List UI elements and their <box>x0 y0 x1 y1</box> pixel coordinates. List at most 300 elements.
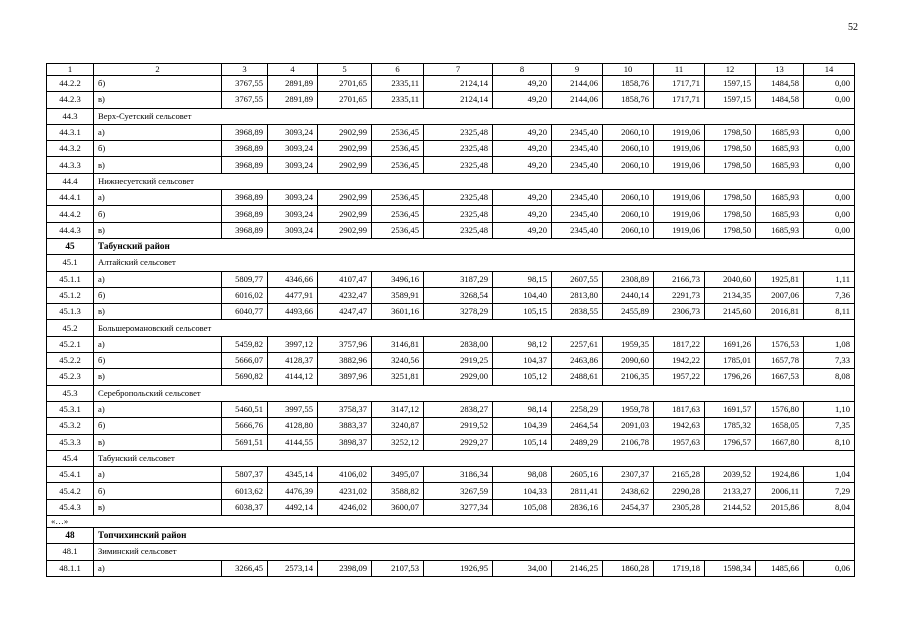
value-cell: 2040,60 <box>705 271 756 287</box>
value-cell: 2144,52 <box>705 499 756 515</box>
section-row <box>47 320 855 336</box>
value-cell: 3997,12 <box>268 336 318 352</box>
value-cell: 49,20 <box>493 76 552 92</box>
value-cell: 2124,14 <box>424 76 493 92</box>
value-cell: 5666,07 <box>222 353 268 369</box>
value-cell: 5809,77 <box>222 271 268 287</box>
value-cell: 3968,89 <box>222 222 268 238</box>
value-cell: 2701,65 <box>318 76 372 92</box>
section-row <box>47 255 855 271</box>
district-code: 48 <box>47 528 94 544</box>
value-cell: 2290,28 <box>654 483 705 499</box>
value-cell: 2307,37 <box>603 467 654 483</box>
value-cell: 3767,55 <box>222 76 268 92</box>
value-cell: 4128,37 <box>268 353 318 369</box>
value-cell: 1860,28 <box>603 560 654 576</box>
value-cell: 1685,93 <box>756 141 804 157</box>
value-cell: 1685,93 <box>756 190 804 206</box>
value-cell: 6038,37 <box>222 499 268 515</box>
value-cell: 2060,10 <box>603 124 654 140</box>
value-cell: 2919,25 <box>424 353 493 369</box>
value-cell: 2325,48 <box>424 190 493 206</box>
value-cell: 2902,99 <box>318 141 372 157</box>
value-cell: 2091,03 <box>603 418 654 434</box>
value-cell: 2325,48 <box>424 206 493 222</box>
value-cell: 2325,48 <box>424 124 493 140</box>
table-row <box>47 499 855 515</box>
value-cell: 6013,62 <box>222 483 268 499</box>
value-cell: 4492,14 <box>268 499 318 515</box>
value-cell: 1858,76 <box>603 76 654 92</box>
section-row <box>47 544 855 560</box>
value-cell: 1798,50 <box>705 190 756 206</box>
value-cell: 3147,12 <box>372 401 424 417</box>
row-code: 48.1.1 <box>47 560 94 576</box>
value-cell: 2701,65 <box>318 92 372 108</box>
value-cell: 1919,06 <box>654 206 705 222</box>
value-cell: 2398,09 <box>318 560 372 576</box>
value-cell: 2345,40 <box>552 190 603 206</box>
column-header: 10 <box>603 64 654 76</box>
value-cell: 6040,77 <box>222 304 268 320</box>
value-cell: 2345,40 <box>552 222 603 238</box>
value-cell: 49,20 <box>493 206 552 222</box>
row-code: 45.1.2 <box>47 287 94 303</box>
value-cell: 3600,07 <box>372 499 424 515</box>
value-cell: 2536,45 <box>372 141 424 157</box>
value-cell: 2146,25 <box>552 560 603 576</box>
value-cell: 4246,02 <box>318 499 372 515</box>
value-cell: 2838,00 <box>424 336 493 352</box>
row-subitem: в) <box>94 304 222 320</box>
section-title: Зиминский сельсовет <box>94 544 855 560</box>
value-cell: 49,20 <box>493 92 552 108</box>
value-cell: 2902,99 <box>318 157 372 173</box>
row-code: 45.1.3 <box>47 304 94 320</box>
value-cell: 1959,78 <box>603 401 654 417</box>
section-title: Большеромановский сельсовет <box>94 320 855 336</box>
value-cell: 7,29 <box>804 483 855 499</box>
value-cell: 3997,55 <box>268 401 318 417</box>
value-cell: 3240,87 <box>372 418 424 434</box>
value-cell: 49,20 <box>493 124 552 140</box>
value-cell: 1924,86 <box>756 467 804 483</box>
row-subitem: б) <box>94 418 222 434</box>
value-cell: 104,37 <box>493 353 552 369</box>
column-header: 11 <box>654 64 705 76</box>
row-code: 45.4.2 <box>47 483 94 499</box>
value-cell: 1597,15 <box>705 92 756 108</box>
value-cell: 0,00 <box>804 190 855 206</box>
value-cell: 1957,22 <box>654 369 705 385</box>
value-cell: 1685,93 <box>756 206 804 222</box>
value-cell: 2536,45 <box>372 190 424 206</box>
value-cell: 2060,10 <box>603 157 654 173</box>
row-code: 45.3.1 <box>47 401 94 417</box>
row-subitem: а) <box>94 190 222 206</box>
value-cell: 2305,28 <box>654 499 705 515</box>
value-cell: 2488,61 <box>552 369 603 385</box>
row-code: 44.2.3 <box>47 92 94 108</box>
value-cell: 4144,55 <box>268 434 318 450</box>
value-cell: 1719,18 <box>654 560 705 576</box>
value-cell: 3093,24 <box>268 141 318 157</box>
section-code: 45.4 <box>47 450 94 466</box>
value-cell: 3882,96 <box>318 353 372 369</box>
value-cell: 3093,24 <box>268 222 318 238</box>
value-cell: 2107,53 <box>372 560 424 576</box>
row-code: 45.1.1 <box>47 271 94 287</box>
value-cell: 34,00 <box>493 560 552 576</box>
row-code: 45.3.2 <box>47 418 94 434</box>
value-cell: 2536,45 <box>372 124 424 140</box>
row-subitem: б) <box>94 287 222 303</box>
value-cell: 7,35 <box>804 418 855 434</box>
value-cell: 2902,99 <box>318 206 372 222</box>
value-cell: 3968,89 <box>222 190 268 206</box>
section-title: Серебропольский сельсовет <box>94 385 855 401</box>
value-cell: 2838,55 <box>552 304 603 320</box>
value-cell: 1925,81 <box>756 271 804 287</box>
value-cell: 0,00 <box>804 76 855 92</box>
value-cell: 2811,41 <box>552 483 603 499</box>
row-subitem: в) <box>94 434 222 450</box>
value-cell: 2345,40 <box>552 157 603 173</box>
value-cell: 1798,50 <box>705 157 756 173</box>
column-header: 8 <box>493 64 552 76</box>
value-cell: 2813,80 <box>552 287 603 303</box>
row-subitem: в) <box>94 369 222 385</box>
value-cell: 2144,06 <box>552 92 603 108</box>
column-header: 9 <box>552 64 603 76</box>
district-row <box>47 238 855 254</box>
value-cell: 3268,54 <box>424 287 493 303</box>
table-row <box>47 271 855 287</box>
value-cell: 105,12 <box>493 369 552 385</box>
table-row <box>47 467 855 483</box>
section-title: Алтайский сельсовет <box>94 255 855 271</box>
district-title: Табунский район <box>94 238 855 254</box>
value-cell: 1942,63 <box>654 418 705 434</box>
row-code: 45.4.1 <box>47 467 94 483</box>
tariff-table <box>46 63 855 577</box>
value-cell: 5691,51 <box>222 434 268 450</box>
section-code: 45.3 <box>47 385 94 401</box>
value-cell: 2919,52 <box>424 418 493 434</box>
value-cell: 1685,93 <box>756 124 804 140</box>
value-cell: 2006,11 <box>756 483 804 499</box>
value-cell: 4128,80 <box>268 418 318 434</box>
table-row <box>47 124 855 140</box>
table-row <box>47 304 855 320</box>
value-cell: 4476,39 <box>268 483 318 499</box>
value-cell: 3252,12 <box>372 434 424 450</box>
value-cell: 2455,89 <box>603 304 654 320</box>
value-cell: 1919,06 <box>654 124 705 140</box>
value-cell: 2016,81 <box>756 304 804 320</box>
row-subitem: в) <box>94 157 222 173</box>
value-cell: 1485,66 <box>756 560 804 576</box>
value-cell: 3495,07 <box>372 467 424 483</box>
row-code: 44.4.3 <box>47 222 94 238</box>
row-subitem: б) <box>94 483 222 499</box>
value-cell: 1919,06 <box>654 157 705 173</box>
value-cell: 3758,37 <box>318 401 372 417</box>
value-cell: 1691,57 <box>705 401 756 417</box>
value-cell: 0,06 <box>804 560 855 576</box>
value-cell: 2325,48 <box>424 141 493 157</box>
section-title: Верх-Суетский сельсовет <box>94 108 855 124</box>
value-cell: 1667,53 <box>756 369 804 385</box>
value-cell: 0,00 <box>804 157 855 173</box>
value-cell: 3251,81 <box>372 369 424 385</box>
value-cell: 2438,62 <box>603 483 654 499</box>
value-cell: 0,00 <box>804 92 855 108</box>
value-cell: 3146,81 <box>372 336 424 352</box>
row-code: 45.2.2 <box>47 353 94 369</box>
value-cell: 1798,50 <box>705 124 756 140</box>
value-cell: 4247,47 <box>318 304 372 320</box>
value-cell: 1484,58 <box>756 92 804 108</box>
value-cell: 1667,80 <box>756 434 804 450</box>
value-cell: 1717,71 <box>654 76 705 92</box>
value-cell: 0,00 <box>804 222 855 238</box>
value-cell: 1919,06 <box>654 141 705 157</box>
value-cell: 1685,93 <box>756 222 804 238</box>
value-cell: 1,08 <box>804 336 855 352</box>
value-cell: 5459,82 <box>222 336 268 352</box>
table-row <box>47 287 855 303</box>
value-cell: 104,40 <box>493 287 552 303</box>
value-cell: 1691,26 <box>705 336 756 352</box>
value-cell: 1858,76 <box>603 92 654 108</box>
value-cell: 5666,76 <box>222 418 268 434</box>
value-cell: 2090,60 <box>603 353 654 369</box>
value-cell: 3898,37 <box>318 434 372 450</box>
table-row <box>47 76 855 92</box>
table-row <box>47 560 855 576</box>
column-header: 1 <box>47 64 94 76</box>
value-cell: 4346,66 <box>268 271 318 287</box>
value-cell: 3267,59 <box>424 483 493 499</box>
column-header: 14 <box>804 64 855 76</box>
table-row <box>47 157 855 173</box>
value-cell: 2007,06 <box>756 287 804 303</box>
value-cell: 2325,48 <box>424 222 493 238</box>
row-code: 44.3.3 <box>47 157 94 173</box>
table-row <box>47 222 855 238</box>
value-cell: 2308,89 <box>603 271 654 287</box>
value-cell: 2440,14 <box>603 287 654 303</box>
value-cell: 2106,35 <box>603 369 654 385</box>
value-cell: 2929,27 <box>424 434 493 450</box>
value-cell: 2345,40 <box>552 141 603 157</box>
value-cell: 2836,16 <box>552 499 603 515</box>
value-cell: 2891,89 <box>268 76 318 92</box>
value-cell: 4345,14 <box>268 467 318 483</box>
value-cell: 2257,61 <box>552 336 603 352</box>
row-subitem: б) <box>94 353 222 369</box>
table-row <box>47 206 855 222</box>
value-cell: 2891,89 <box>268 92 318 108</box>
row-subitem: в) <box>94 92 222 108</box>
value-cell: 2291,73 <box>654 287 705 303</box>
value-cell: 3968,89 <box>222 141 268 157</box>
value-cell: 2325,48 <box>424 157 493 173</box>
value-cell: 4144,12 <box>268 369 318 385</box>
value-cell: 1796,26 <box>705 369 756 385</box>
value-cell: 3968,89 <box>222 157 268 173</box>
table-row <box>47 92 855 108</box>
row-subitem: в) <box>94 222 222 238</box>
value-cell: 2489,29 <box>552 434 603 450</box>
value-cell: 2060,10 <box>603 222 654 238</box>
table-row <box>47 353 855 369</box>
table-row <box>47 418 855 434</box>
value-cell: 5807,37 <box>222 467 268 483</box>
value-cell: 2929,00 <box>424 369 493 385</box>
value-cell: 98,12 <box>493 336 552 352</box>
value-cell: 1,10 <box>804 401 855 417</box>
value-cell: 2144,06 <box>552 76 603 92</box>
row-subitem: а) <box>94 560 222 576</box>
value-cell: 3588,82 <box>372 483 424 499</box>
value-cell: 3093,24 <box>268 190 318 206</box>
value-cell: 8,04 <box>804 499 855 515</box>
ellipsis-row <box>47 516 855 528</box>
value-cell: 2039,52 <box>705 467 756 483</box>
value-cell: 3757,96 <box>318 336 372 352</box>
value-cell: 0,00 <box>804 124 855 140</box>
value-cell: 3278,29 <box>424 304 493 320</box>
table-row <box>47 401 855 417</box>
value-cell: 49,20 <box>493 141 552 157</box>
value-cell: 1598,34 <box>705 560 756 576</box>
row-subitem: б) <box>94 76 222 92</box>
value-cell: 1942,22 <box>654 353 705 369</box>
value-cell: 4231,02 <box>318 483 372 499</box>
row-code: 45.4.3 <box>47 499 94 515</box>
value-cell: 1,04 <box>804 467 855 483</box>
value-cell: 1817,63 <box>654 401 705 417</box>
value-cell: 1919,06 <box>654 190 705 206</box>
table-row <box>47 141 855 157</box>
value-cell: 2145,60 <box>705 304 756 320</box>
value-cell: 104,39 <box>493 418 552 434</box>
value-cell: 98,14 <box>493 401 552 417</box>
value-cell: 2106,78 <box>603 434 654 450</box>
value-cell: 4493,66 <box>268 304 318 320</box>
section-code: 44.4 <box>47 173 94 189</box>
value-cell: 3277,34 <box>424 499 493 515</box>
value-cell: 8,11 <box>804 304 855 320</box>
value-cell: 2573,14 <box>268 560 318 576</box>
section-title: Табунский сельсовет <box>94 450 855 466</box>
value-cell: 2060,10 <box>603 141 654 157</box>
column-header: 12 <box>705 64 756 76</box>
value-cell: 1798,50 <box>705 222 756 238</box>
section-row <box>47 385 855 401</box>
value-cell: 0,00 <box>804 206 855 222</box>
row-code: 44.3.2 <box>47 141 94 157</box>
value-cell: 1796,57 <box>705 434 756 450</box>
value-cell: 1597,15 <box>705 76 756 92</box>
value-cell: 6016,02 <box>222 287 268 303</box>
row-code: 44.4.2 <box>47 206 94 222</box>
value-cell: 1785,01 <box>705 353 756 369</box>
row-subitem: а) <box>94 467 222 483</box>
value-cell: 1685,93 <box>756 157 804 173</box>
page-number: 52 <box>848 22 858 33</box>
value-cell: 2166,73 <box>654 271 705 287</box>
value-cell: 1926,95 <box>424 560 493 576</box>
value-cell: 2165,28 <box>654 467 705 483</box>
value-cell: 3767,55 <box>222 92 268 108</box>
value-cell: 5690,82 <box>222 369 268 385</box>
value-cell: 2060,10 <box>603 190 654 206</box>
table-row <box>47 190 855 206</box>
row-subitem: в) <box>94 499 222 515</box>
value-cell: 3601,16 <box>372 304 424 320</box>
row-code: 44.4.1 <box>47 190 94 206</box>
value-cell: 105,14 <box>493 434 552 450</box>
value-cell: 98,08 <box>493 467 552 483</box>
value-cell: 1957,63 <box>654 434 705 450</box>
row-code: 45.2.3 <box>47 369 94 385</box>
value-cell: 2124,14 <box>424 92 493 108</box>
value-cell: 7,36 <box>804 287 855 303</box>
value-cell: 1959,35 <box>603 336 654 352</box>
row-subitem: а) <box>94 124 222 140</box>
value-cell: 2902,99 <box>318 190 372 206</box>
value-cell: 3240,56 <box>372 353 424 369</box>
value-cell: 4477,91 <box>268 287 318 303</box>
value-cell: 2015,86 <box>756 499 804 515</box>
value-cell: 1717,71 <box>654 92 705 108</box>
value-cell: 3968,89 <box>222 124 268 140</box>
value-cell: 1576,53 <box>756 336 804 352</box>
column-header: 5 <box>318 64 372 76</box>
value-cell: 3266,45 <box>222 560 268 576</box>
value-cell: 2463,86 <box>552 353 603 369</box>
row-subitem: а) <box>94 336 222 352</box>
value-cell: 3883,37 <box>318 418 372 434</box>
value-cell: 2902,99 <box>318 222 372 238</box>
column-header: 7 <box>424 64 493 76</box>
value-cell: 2345,40 <box>552 206 603 222</box>
table-row <box>47 434 855 450</box>
value-cell: 49,20 <box>493 190 552 206</box>
value-cell: 2345,40 <box>552 124 603 140</box>
value-cell: 2464,54 <box>552 418 603 434</box>
value-cell: 3897,96 <box>318 369 372 385</box>
value-cell: 2258,29 <box>552 401 603 417</box>
row-subitem: б) <box>94 141 222 157</box>
row-code: 44.2.2 <box>47 76 94 92</box>
value-cell: 0,00 <box>804 141 855 157</box>
value-cell: 3093,24 <box>268 124 318 140</box>
value-cell: 2335,11 <box>372 92 424 108</box>
value-cell: 2536,45 <box>372 206 424 222</box>
row-code: 45.3.3 <box>47 434 94 450</box>
value-cell: 5460,51 <box>222 401 268 417</box>
section-row <box>47 173 855 189</box>
value-cell: 2607,55 <box>552 271 603 287</box>
value-cell: 3186,34 <box>424 467 493 483</box>
row-code: 44.3.1 <box>47 124 94 140</box>
value-cell: 105,08 <box>493 499 552 515</box>
table-row <box>47 483 855 499</box>
